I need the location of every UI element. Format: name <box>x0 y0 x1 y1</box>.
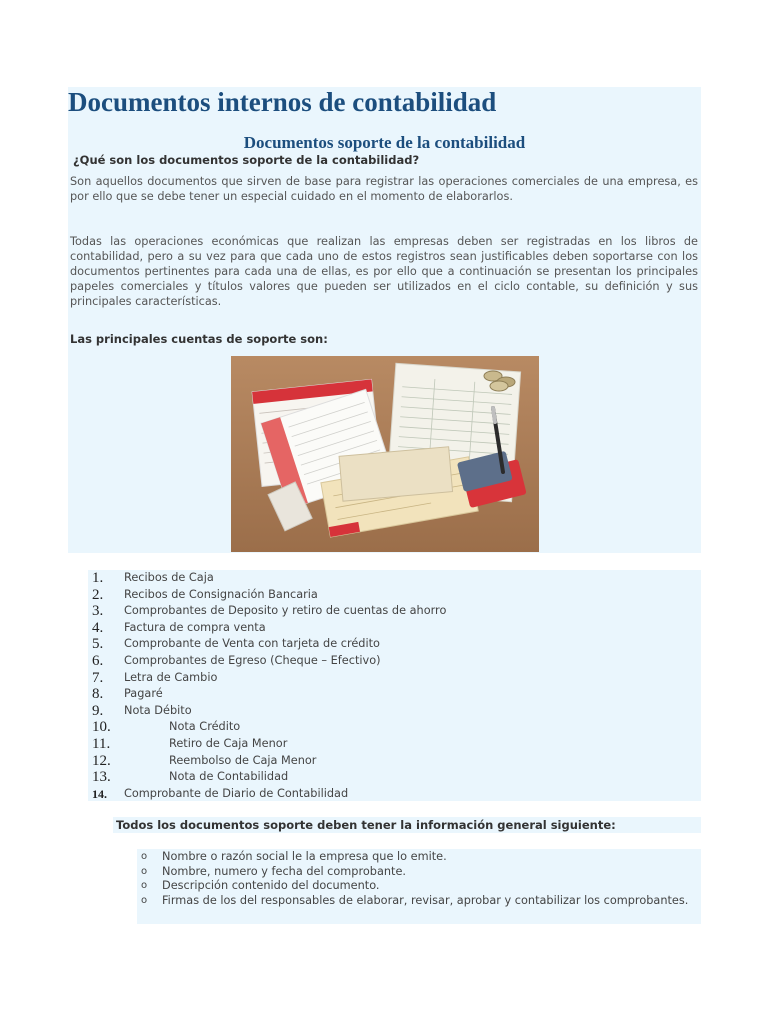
list-item-label: Nota Débito <box>124 703 192 717</box>
list-number: 6. <box>92 652 104 669</box>
info-heading: Todos los documentos soporte deben tener la información general siguiente: <box>116 818 616 832</box>
list-item-label: Recibos de Caja <box>124 571 214 584</box>
list-number: 3. <box>92 603 104 620</box>
document-list-item <box>88 586 318 604</box>
list-number: 14. <box>92 786 107 801</box>
document-list-item <box>88 735 288 753</box>
document-list-item <box>88 752 317 770</box>
document-list-item <box>88 669 218 687</box>
page-title: Documentos internos de contabilidad <box>68 87 497 117</box>
list-item-label: Nota de Contabilidad <box>169 770 289 784</box>
requirement-text: Nombre o razón social le la empresa que lo emite. <box>162 850 447 863</box>
list-item-label: Comprobante de Venta con tarjeta de crédito <box>124 637 380 651</box>
circle-bullet-icon: o <box>141 865 148 877</box>
document-list-item <box>88 619 266 637</box>
list-number: 1. <box>92 570 104 586</box>
document-list-item <box>88 786 349 803</box>
list-number: 4. <box>92 619 104 636</box>
requirement-item <box>138 865 700 880</box>
question-heading: ¿Qué son los documentos soporte de la contabilidad? <box>73 153 420 167</box>
requirement-text: Firmas de los del responsables de elaborar, revisar, aprobar y contabilizar los comprobantes. <box>162 894 689 908</box>
list-item-label: Retiro de Caja Menor <box>169 736 288 750</box>
document-list-item <box>88 702 192 720</box>
requirements-list <box>138 850 700 909</box>
list-item-label: Letra de Cambio <box>124 670 218 684</box>
list-number: 5. <box>92 636 104 653</box>
list-lead: Las principales cuentas de soporte son: <box>70 332 328 346</box>
list-item-label: Pagaré <box>124 687 163 701</box>
list-number: 12. <box>92 752 111 769</box>
list-number: 10. <box>92 719 111 736</box>
list-number: 7. <box>92 669 104 686</box>
list-item-label: Reembolso de Caja Menor <box>169 753 317 767</box>
document-list-item <box>88 570 214 587</box>
document-list-item <box>88 686 163 703</box>
list-number: 13. <box>92 769 111 786</box>
document-list-item <box>88 636 380 653</box>
document-list-item <box>88 603 447 620</box>
documents-photo <box>231 356 539 552</box>
documents-list <box>88 570 447 802</box>
list-number: 8. <box>92 686 104 703</box>
requirement-item <box>138 879 700 894</box>
list-item-label: Comprobante de Diario de Contabilidad <box>124 786 349 800</box>
circle-bullet-icon: o <box>141 895 148 907</box>
list-item-label: Comprobantes de Egreso (Cheque – Efectivo) <box>124 653 381 667</box>
circle-bullet-icon: o <box>141 880 148 892</box>
list-number: 9. <box>92 702 104 719</box>
list-item-label: Recibos de Consignación Bancaria <box>124 587 318 601</box>
list-item-label: Comprobantes de Deposito y retiro de cuentas de ahorro <box>124 604 447 618</box>
document-list-item <box>88 719 241 736</box>
list-item-label: Nota Crédito <box>169 720 241 734</box>
requirement-item <box>138 850 700 865</box>
paragraph-definition: Son aquellos documentos que sirven de base para registrar las operaciones comerciales de una empresa, es por ello que se debe tener un especial cuidado en el momento de elaborarlos. <box>70 175 698 203</box>
list-number: 11. <box>92 735 111 752</box>
document-list-item <box>88 652 381 670</box>
document-list-item <box>88 769 289 786</box>
paragraph-operations: Todas las operaciones económicas que realizan las empresas deben ser registradas en los libros de contabilidad, pero a su vez para que cada uno de estos registros sean justificables deben soportarse con los documentos pertinentes para cada una de ellas, es por ello que a continuación se presentan los principales papeles comerciales y títulos valores que pueden ser utilizados en el ciclo contable, su definición y sus principales características. <box>70 235 698 308</box>
requirement-text: Descripción contenido del documento. <box>162 879 380 893</box>
section-subtitle: Documentos soporte de la contabilidad <box>243 133 526 152</box>
requirement-text: Nombre, numero y fecha del comprobante. <box>162 864 407 878</box>
list-number: 2. <box>92 586 104 603</box>
circle-bullet-icon: o <box>141 851 148 862</box>
requirement-item <box>138 894 700 909</box>
list-item-label: Factura de compra venta <box>124 620 266 634</box>
